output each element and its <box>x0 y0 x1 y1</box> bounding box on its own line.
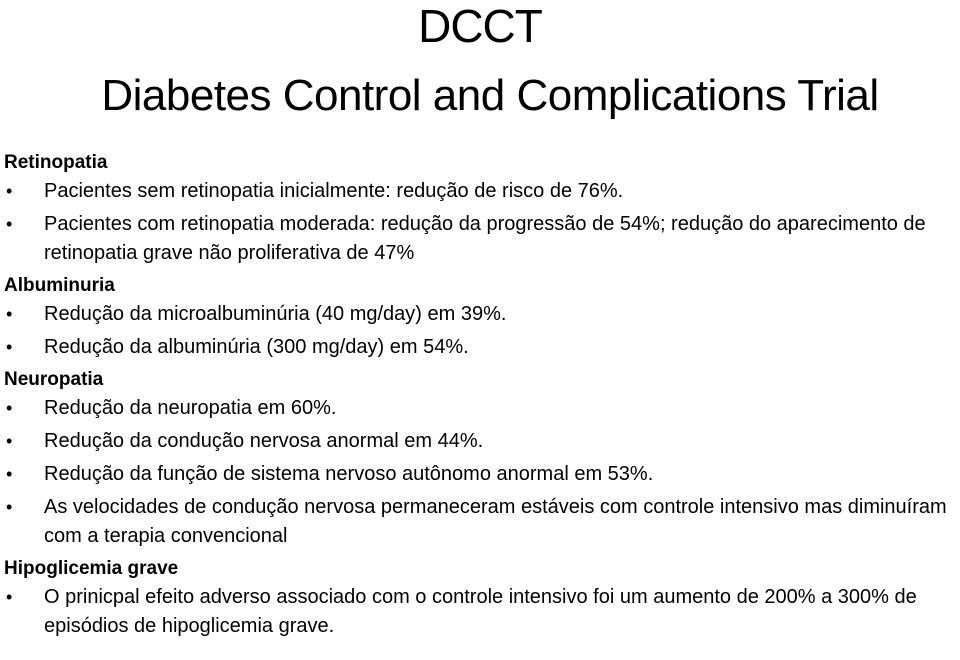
list-item-text: Pacientes com retinopatia moderada: redução da progressão de 54%; redução do aparecimento de retinopatia grave não proliferativa de 47% <box>44 213 926 264</box>
list-item <box>4 300 960 329</box>
list-item-text: Pacientes sem retinopatia inicialmente: redução de risco de 76%. <box>44 180 624 202</box>
section-heading: Hipoglicemia grave <box>4 558 179 579</box>
list-item <box>4 394 960 423</box>
list-item <box>4 493 960 551</box>
list-item-text: Redução da microalbuminúria (40 mg/day) em 39%. <box>44 303 507 325</box>
bullet-list <box>4 177 960 268</box>
bullet-icon: • <box>6 214 13 234</box>
list-item <box>4 460 960 489</box>
list-item <box>4 427 960 456</box>
bullet-icon: • <box>6 398 13 418</box>
bullet-icon: • <box>6 464 13 484</box>
list-item-text: As velocidades de condução nervosa permaneceram estáveis com controle intensivo mas diminuíram com a terapia convencional <box>44 496 947 547</box>
list-item-text: Redução da neuropatia em 60%. <box>44 397 337 419</box>
list-item <box>4 210 960 268</box>
bullet-list <box>4 583 960 641</box>
slide-content <box>4 149 960 645</box>
slide-subtitle: Diabetes Control and Complications Trial <box>101 71 879 120</box>
bullet-list <box>4 300 960 362</box>
list-item-text: Redução da albuminúria (300 mg/day) em 54%. <box>44 336 469 358</box>
slide-title: DCCT <box>418 0 542 52</box>
bullet-icon: • <box>6 304 13 324</box>
section-heading: Retinopatia <box>4 152 108 173</box>
bullet-icon: • <box>6 587 13 607</box>
section-hipoglicemia <box>4 555 960 641</box>
list-item-text: O prinicpal efeito adverso associado com o controle intensivo foi um aumento de 200% a 300% de episódios de hipoglicemia grave. <box>44 586 917 637</box>
bullet-list <box>4 394 960 551</box>
list-item <box>4 333 960 362</box>
section-albuminuria <box>4 272 960 362</box>
list-item <box>4 177 960 206</box>
bullet-icon: • <box>6 181 13 201</box>
bullet-icon: • <box>6 431 13 451</box>
section-heading: Neuropatia <box>4 369 104 390</box>
bullet-icon: • <box>6 497 13 517</box>
bullet-icon: • <box>6 337 13 357</box>
list-item <box>4 583 960 641</box>
list-item-text: Redução da função de sistema nervoso autônomo anormal em 53%. <box>44 463 654 485</box>
list-item-text: Redução da condução nervosa anormal em 44%. <box>44 430 484 452</box>
section-neuropatia <box>4 366 960 551</box>
section-heading: Albuminuria <box>4 275 115 296</box>
section-retinopatia <box>4 149 960 268</box>
